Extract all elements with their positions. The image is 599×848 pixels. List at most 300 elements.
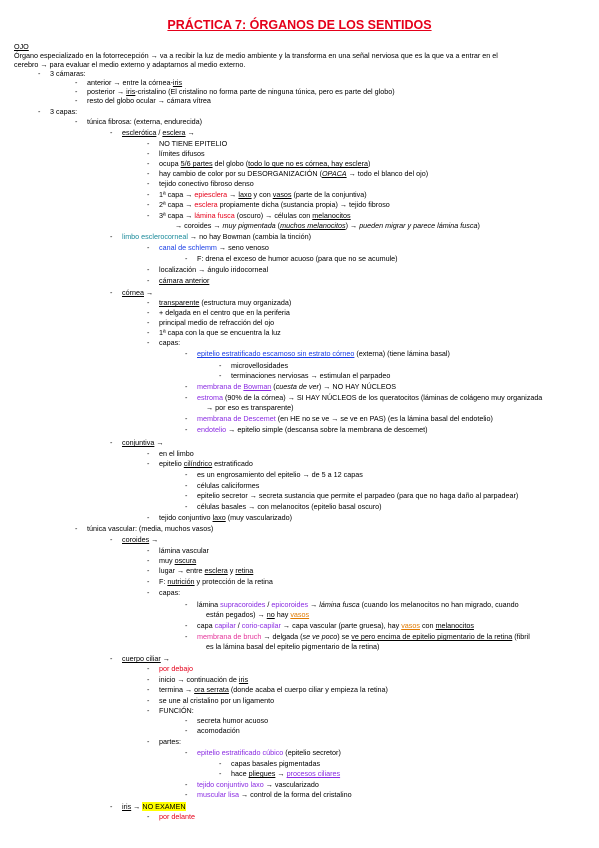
note-line bbox=[159, 179, 254, 188]
text-run: F: drena el exceso de humor acuoso (para que no se acumule) bbox=[197, 254, 398, 263]
list-bullet: - bbox=[185, 393, 188, 402]
list-bullet: - bbox=[75, 87, 78, 96]
text-run: retina bbox=[235, 566, 254, 575]
text-run: 3 cámaras: bbox=[50, 69, 86, 78]
text-run: → todo el blanco del ojo) bbox=[346, 169, 429, 178]
text-run: están pegados) → bbox=[206, 610, 267, 619]
list-bullet: - bbox=[147, 328, 150, 337]
note-line bbox=[197, 600, 519, 609]
text-run: NO EXAMEN bbox=[142, 802, 186, 811]
note-line bbox=[159, 664, 193, 673]
list-bullet: - bbox=[219, 371, 222, 380]
text-run: epitelio estratificado escamoso sin estrato córneo bbox=[197, 349, 355, 358]
note-line bbox=[197, 414, 493, 423]
note-line bbox=[87, 524, 213, 533]
note-line bbox=[159, 243, 269, 252]
list-bullet: - bbox=[147, 706, 150, 715]
text-run: capilar bbox=[214, 621, 236, 630]
text-run: iris bbox=[126, 87, 136, 96]
text-run: → bbox=[308, 600, 320, 609]
note-line bbox=[122, 288, 153, 297]
text-run: supracoroides bbox=[220, 600, 266, 609]
text-run: lámina bbox=[197, 600, 221, 609]
note-line bbox=[197, 621, 474, 630]
text-run: ) → NO HAY NÚCLEOS bbox=[318, 382, 397, 391]
note-line bbox=[197, 425, 428, 434]
note-line bbox=[197, 254, 398, 263]
note-line bbox=[159, 211, 351, 220]
text-run: lámina fusca bbox=[194, 211, 235, 220]
list-bullet: - bbox=[147, 169, 150, 178]
text-run: (90% de la córnea) → SI HAY NÚCLEOS de los queratocitos (láminas de colágeno muy organizada bbox=[222, 393, 543, 402]
text-run: anterior → entre la córnea- bbox=[87, 78, 173, 87]
text-run: Bowman bbox=[243, 382, 272, 391]
list-bullet: - bbox=[185, 470, 188, 479]
text-run: → delgada ( bbox=[261, 632, 303, 641]
text-run: → seno venoso bbox=[216, 243, 269, 252]
list-bullet: - bbox=[110, 802, 113, 811]
list-bullet: - bbox=[185, 716, 188, 725]
note-line bbox=[159, 338, 180, 347]
text-run: (epitelio secretor) bbox=[283, 748, 341, 757]
list-bullet: - bbox=[185, 425, 188, 434]
text-run: membrana de bruch bbox=[197, 632, 262, 641]
text-run: hace bbox=[231, 769, 249, 778]
list-bullet: - bbox=[75, 96, 78, 105]
list-bullet: - bbox=[147, 696, 150, 705]
note-line bbox=[50, 107, 77, 116]
text-run: córnea bbox=[122, 288, 144, 297]
text-run: transparente bbox=[159, 298, 200, 307]
text-run: capas: bbox=[159, 338, 181, 347]
text-run: ) → bbox=[345, 221, 360, 230]
note-line bbox=[87, 78, 182, 87]
text-run: → bbox=[149, 535, 159, 544]
list-bullet: - bbox=[147, 276, 150, 285]
text-run: lámina vascular bbox=[159, 546, 209, 555]
text-run: iris bbox=[172, 78, 183, 87]
note-line bbox=[159, 685, 388, 694]
note-line bbox=[159, 706, 194, 715]
list-bullet: - bbox=[185, 481, 188, 490]
note-line bbox=[197, 502, 382, 511]
list-bullet: - bbox=[185, 632, 188, 641]
note-line bbox=[122, 128, 195, 137]
note-line bbox=[87, 96, 211, 105]
text-run: ve pero encima de epitelio pigmentario de la retina bbox=[351, 632, 513, 641]
text-run: vasos bbox=[290, 610, 310, 619]
text-run: iris bbox=[122, 802, 132, 811]
list-bullet: - bbox=[147, 566, 150, 575]
note-line bbox=[159, 318, 274, 327]
page-title: PRÁCTICA 7: ÓRGANOS DE LOS SENTIDOS bbox=[167, 18, 432, 32]
text-run: / bbox=[265, 600, 272, 609]
note-line bbox=[159, 298, 291, 307]
text-run: → bbox=[227, 190, 239, 199]
text-run: → por eso es transparente) bbox=[206, 403, 294, 412]
list-bullet: - bbox=[110, 232, 113, 241]
text-run: + delgada en el centro que en la periferia bbox=[159, 308, 290, 317]
note-line bbox=[159, 696, 274, 705]
note-line bbox=[159, 276, 209, 285]
text-run: (en HE no se ve → se ve en PAS) (es la lámina basal del endotelio) bbox=[275, 414, 493, 423]
list-bullet: - bbox=[147, 308, 150, 317]
list-bullet: - bbox=[147, 318, 150, 327]
text-run: membrana de Descemet bbox=[197, 414, 276, 423]
list-bullet: - bbox=[147, 546, 150, 555]
text-run: terminaciones nerviosas → estimulan el parpadeo bbox=[231, 371, 391, 380]
note-line bbox=[231, 769, 340, 778]
text-run: hay cambio de color por su DESORGANIZACIÓN ( bbox=[159, 169, 322, 178]
list-bullet: - bbox=[219, 759, 222, 768]
note-line bbox=[159, 328, 281, 337]
list-bullet: - bbox=[185, 491, 188, 500]
text-run: pueden migrar y parece lámina fusca bbox=[359, 221, 478, 230]
note-line bbox=[159, 588, 180, 597]
text-run: cuerpo ciliar bbox=[122, 654, 161, 663]
text-run: epitelio secretor → secreta sustancia que permite el parpadeo (para que no haga daño al parpadear) bbox=[197, 491, 519, 500]
note-line bbox=[159, 556, 196, 565]
text-run: con bbox=[419, 621, 436, 630]
list-bullet: - bbox=[219, 361, 222, 370]
text-run: propiamente dicha (sustancia propia) → tejido fibroso bbox=[217, 200, 390, 209]
text-run: epitelio bbox=[159, 459, 184, 468]
text-run: canal de schlemm bbox=[159, 243, 217, 252]
list-bullet: - bbox=[75, 524, 78, 533]
note-line bbox=[122, 802, 186, 811]
text-run: vasos bbox=[401, 621, 420, 630]
note-line bbox=[197, 491, 518, 500]
text-run: límites difusos bbox=[159, 149, 205, 158]
note-line bbox=[159, 459, 253, 468]
text-run: 3ª capa → bbox=[159, 211, 195, 220]
text-run: capa bbox=[197, 621, 215, 630]
text-run: (cuando los melanocitos no han migrado, cuando bbox=[359, 600, 519, 609]
note-line bbox=[14, 51, 498, 60]
text-run: / bbox=[156, 128, 163, 137]
text-run: OPACA bbox=[321, 169, 347, 178]
note-line bbox=[159, 169, 428, 178]
list-bullet: - bbox=[185, 349, 188, 358]
text-run: → bbox=[275, 769, 287, 778]
note-line bbox=[50, 69, 86, 78]
list-bullet: - bbox=[147, 812, 150, 821]
text-run: (oscuro) → células con bbox=[234, 211, 313, 220]
note-line bbox=[159, 200, 390, 209]
text-run: / bbox=[235, 621, 242, 630]
text-run: secreta humor acuoso bbox=[197, 716, 269, 725]
text-run: y bbox=[227, 566, 236, 575]
text-run: → capa vascular (parte gruesa), hay bbox=[280, 621, 402, 630]
list-bullet: - bbox=[147, 139, 150, 148]
text-run: FUNCIÓN: bbox=[159, 706, 194, 715]
text-run: es un engrosamiento del epitelio → de 5 a 12 capas bbox=[197, 470, 363, 479]
note-line bbox=[197, 481, 259, 490]
text-run: epitelio estratificado cúbico bbox=[197, 748, 284, 757]
list-bullet: - bbox=[110, 438, 113, 447]
note-line bbox=[197, 382, 396, 391]
note-line bbox=[197, 349, 450, 358]
text-run: túnica fibrosa: (externa, endurecida) bbox=[87, 117, 203, 126]
list-bullet: - bbox=[185, 790, 188, 799]
note-line bbox=[159, 546, 209, 555]
list-bullet: - bbox=[147, 664, 150, 673]
list-bullet: - bbox=[185, 780, 188, 789]
text-run: células basales → con melanocitos (epitelio basal oscuro) bbox=[197, 502, 382, 511]
text-run: OJO bbox=[14, 42, 29, 51]
text-run: epiesclera bbox=[194, 190, 228, 199]
text-run: laxo bbox=[212, 513, 226, 522]
text-run: muscular lisa bbox=[197, 790, 239, 799]
text-run: melanocitos bbox=[312, 211, 351, 220]
list-bullet: - bbox=[110, 654, 113, 663]
text-run: y protección de la retina bbox=[194, 577, 273, 586]
text-run: principal medio de refracción del ojo bbox=[159, 318, 275, 327]
note-line bbox=[159, 812, 195, 821]
list-bullet: - bbox=[147, 338, 150, 347]
text-run: → bbox=[143, 288, 154, 297]
list-bullet: - bbox=[185, 621, 188, 630]
text-run: ) se bbox=[337, 632, 352, 641]
text-run: epicoroides bbox=[271, 600, 309, 609]
list-bullet: - bbox=[147, 513, 150, 522]
note-line bbox=[159, 513, 292, 522]
text-run: (fibril bbox=[512, 632, 530, 641]
text-run: Órgano especializado en la fotorrecepción → va a recibir la luz de medio ambiente y la transforma en una señal nerviosa que es la que va a entrar en el bbox=[14, 51, 498, 60]
text-run: inicio → continuación de bbox=[159, 675, 239, 684]
text-run: ( bbox=[271, 382, 276, 391]
text-run: pliegues bbox=[248, 769, 276, 778]
text-run: partes: bbox=[159, 737, 181, 746]
list-bullet: - bbox=[110, 128, 113, 137]
text-run: endotelio bbox=[197, 425, 227, 434]
text-run: coroides bbox=[122, 535, 150, 544]
note-line bbox=[159, 265, 268, 274]
text-run: (externa) (tiene lámina basal) bbox=[354, 349, 450, 358]
text-run: iris bbox=[238, 675, 249, 684]
note-line bbox=[197, 393, 542, 402]
note-line bbox=[122, 654, 170, 663]
list-bullet: - bbox=[147, 159, 150, 168]
list-bullet: - bbox=[185, 726, 188, 735]
list-bullet: - bbox=[219, 769, 222, 778]
text-run: procesos ciliares bbox=[286, 769, 341, 778]
note-line bbox=[159, 149, 205, 158]
text-run: túnica vascular: (media, muchos vasos) bbox=[87, 524, 214, 533]
text-run: acomodación bbox=[197, 726, 240, 735]
text-run: células caliciformes bbox=[197, 481, 260, 490]
text-run: membrana de bbox=[197, 382, 244, 391]
text-run: no bbox=[266, 610, 275, 619]
list-bullet: - bbox=[147, 737, 150, 746]
text-run: tejido conectivo fibroso denso bbox=[159, 179, 254, 188]
text-run: conjuntiva bbox=[122, 438, 155, 447]
text-run: → vascularizado bbox=[263, 780, 319, 789]
text-run: F: bbox=[159, 577, 168, 586]
text-run: ) bbox=[477, 221, 480, 230]
note-line bbox=[197, 726, 240, 735]
text-run: → bbox=[154, 438, 164, 447]
text-run: ( bbox=[275, 221, 281, 230]
text-run: cerebro → para evaluar el medio externo y adaptarnos al medio externo. bbox=[14, 60, 246, 69]
list-bullet: - bbox=[110, 288, 113, 297]
note-line bbox=[175, 221, 480, 230]
note-line bbox=[159, 566, 253, 575]
text-run: por debajo bbox=[159, 664, 193, 673]
text-run: → bbox=[185, 128, 195, 137]
text-run: se ve poco bbox=[302, 632, 338, 641]
text-run: esclera bbox=[204, 566, 228, 575]
list-bullet: - bbox=[147, 190, 150, 199]
note-line bbox=[159, 737, 181, 746]
text-run: melanocitos bbox=[435, 621, 474, 630]
list-bullet: - bbox=[147, 588, 150, 597]
text-run: (estructura muy organizada) bbox=[199, 298, 292, 307]
text-run: 1ª capa con la que se encuentra la luz bbox=[159, 328, 281, 337]
text-run: y con bbox=[251, 190, 273, 199]
list-bullet: - bbox=[185, 414, 188, 423]
text-run: capas: bbox=[159, 588, 181, 597]
note-line bbox=[14, 60, 245, 69]
text-run: lugar → entre bbox=[159, 566, 205, 575]
list-bullet: - bbox=[147, 685, 150, 694]
text-run: ocupa bbox=[159, 159, 181, 168]
text-run: tejido conjuntivo bbox=[159, 513, 213, 522]
text-run: microvellosidades bbox=[231, 361, 289, 370]
text-run: muy bbox=[159, 556, 175, 565]
list-bullet: - bbox=[75, 117, 78, 126]
text-run: estratificado bbox=[212, 459, 253, 468]
note-line bbox=[159, 577, 273, 586]
text-run: capas basales pigmentadas bbox=[231, 759, 321, 768]
list-bullet: - bbox=[147, 298, 150, 307]
text-run: cuesta de ver bbox=[275, 382, 319, 391]
text-run: (donde acaba el cuerpo ciliar y empieza la retina) bbox=[228, 685, 388, 694]
note-line bbox=[231, 759, 320, 768]
note-line bbox=[159, 449, 194, 458]
note-line bbox=[206, 610, 309, 619]
text-run: 5/6 partes bbox=[180, 159, 213, 168]
text-run: cilíndrico bbox=[183, 459, 213, 468]
text-run: → control de la forma del cristalino bbox=[238, 790, 352, 799]
list-bullet: - bbox=[147, 449, 150, 458]
note-line bbox=[197, 470, 363, 479]
note-line bbox=[122, 232, 311, 241]
list-bullet: - bbox=[185, 502, 188, 511]
note-line bbox=[197, 748, 341, 757]
note-line bbox=[206, 642, 379, 651]
text-run: localización → ángulo iridocorneal bbox=[159, 265, 269, 274]
list-bullet: - bbox=[147, 265, 150, 274]
note-line bbox=[87, 87, 395, 96]
note-line bbox=[197, 780, 319, 789]
text-run: limbo esclerocorneal bbox=[122, 232, 188, 241]
text-run: NO TIENE EPITELIO bbox=[159, 139, 228, 148]
text-run: se une al cristalino por un ligamento bbox=[159, 696, 275, 705]
text-run: lámina fusca bbox=[319, 600, 360, 609]
list-bullet: - bbox=[147, 459, 150, 468]
text-run: nutrición bbox=[167, 577, 195, 586]
text-run: → coroides → bbox=[175, 221, 223, 230]
list-bullet: - bbox=[185, 748, 188, 757]
note-line bbox=[14, 42, 29, 51]
text-run: en el limbo bbox=[159, 449, 194, 458]
list-bullet: - bbox=[147, 200, 150, 209]
list-bullet: - bbox=[38, 107, 41, 116]
list-bullet: - bbox=[147, 243, 150, 252]
note-line bbox=[206, 403, 294, 412]
text-run: laxo bbox=[238, 190, 252, 199]
text-run: corio-capilar bbox=[241, 621, 281, 630]
text-run: es la lámina basal del epitelio pigmentario de la retina) bbox=[206, 642, 380, 651]
list-bullet: - bbox=[38, 69, 41, 78]
text-run: cámara anterior bbox=[159, 276, 210, 285]
list-bullet: - bbox=[147, 211, 150, 220]
text-run: por delante bbox=[159, 812, 195, 821]
list-bullet: - bbox=[147, 556, 150, 565]
text-run: resto del globo ocular → cámara vítrea bbox=[87, 96, 211, 105]
text-run: todo lo que no es córnea, hay esclera bbox=[248, 159, 368, 168]
text-run: (muy vascularizado) bbox=[225, 513, 293, 522]
text-run: posterior → bbox=[87, 87, 127, 96]
list-bullet: - bbox=[147, 149, 150, 158]
note-line bbox=[159, 139, 227, 148]
note-line bbox=[197, 716, 268, 725]
list-bullet: - bbox=[110, 535, 113, 544]
note-line bbox=[159, 159, 370, 168]
note-line bbox=[159, 308, 290, 317]
text-run: → no hay Bowman (cambia la tinción) bbox=[187, 232, 311, 241]
text-run: → bbox=[160, 654, 170, 663]
note-line bbox=[159, 675, 248, 684]
list-bullet: - bbox=[185, 382, 188, 391]
text-run: tejido conjuntivo laxo bbox=[197, 780, 264, 789]
text-run: esclera bbox=[162, 128, 186, 137]
note-line bbox=[197, 632, 530, 641]
list-bullet: - bbox=[75, 78, 78, 87]
note-line bbox=[231, 371, 390, 380]
text-run: → epitelio simple (descansa sobre la membrana de descemet) bbox=[226, 425, 428, 434]
text-run: ora serrata bbox=[194, 685, 229, 694]
note-line bbox=[159, 190, 367, 199]
text-run: esclera bbox=[194, 200, 218, 209]
text-run: vasos bbox=[272, 190, 292, 199]
note-line bbox=[122, 438, 164, 447]
list-bullet: - bbox=[147, 675, 150, 684]
text-run: hay bbox=[274, 610, 291, 619]
text-run: 1ª capa → bbox=[159, 190, 195, 199]
text-run: del globo ( bbox=[212, 159, 249, 168]
text-run: muchos melanocitos bbox=[280, 221, 346, 230]
list-bullet: - bbox=[185, 254, 188, 263]
text-run: 3 capas: bbox=[50, 107, 78, 116]
text-run: termina → bbox=[159, 685, 195, 694]
text-run: (parte de la conjuntiva) bbox=[291, 190, 367, 199]
note-line bbox=[122, 535, 158, 544]
list-bullet: - bbox=[185, 600, 188, 609]
text-run: muy pigmentada bbox=[222, 221, 276, 230]
text-run: -cristalino (El cristalino no forma parte de ninguna túnica, pero es parte del globo) bbox=[135, 87, 395, 96]
note-line bbox=[231, 361, 288, 370]
list-bullet: - bbox=[147, 577, 150, 586]
text-run: → bbox=[131, 802, 143, 811]
note-line bbox=[87, 117, 202, 126]
text-run: oscura bbox=[174, 556, 197, 565]
text-run: 2ª capa → bbox=[159, 200, 195, 209]
text-run: esclerótica bbox=[122, 128, 157, 137]
text-run: estroma bbox=[197, 393, 223, 402]
text-run: ) bbox=[368, 159, 371, 168]
